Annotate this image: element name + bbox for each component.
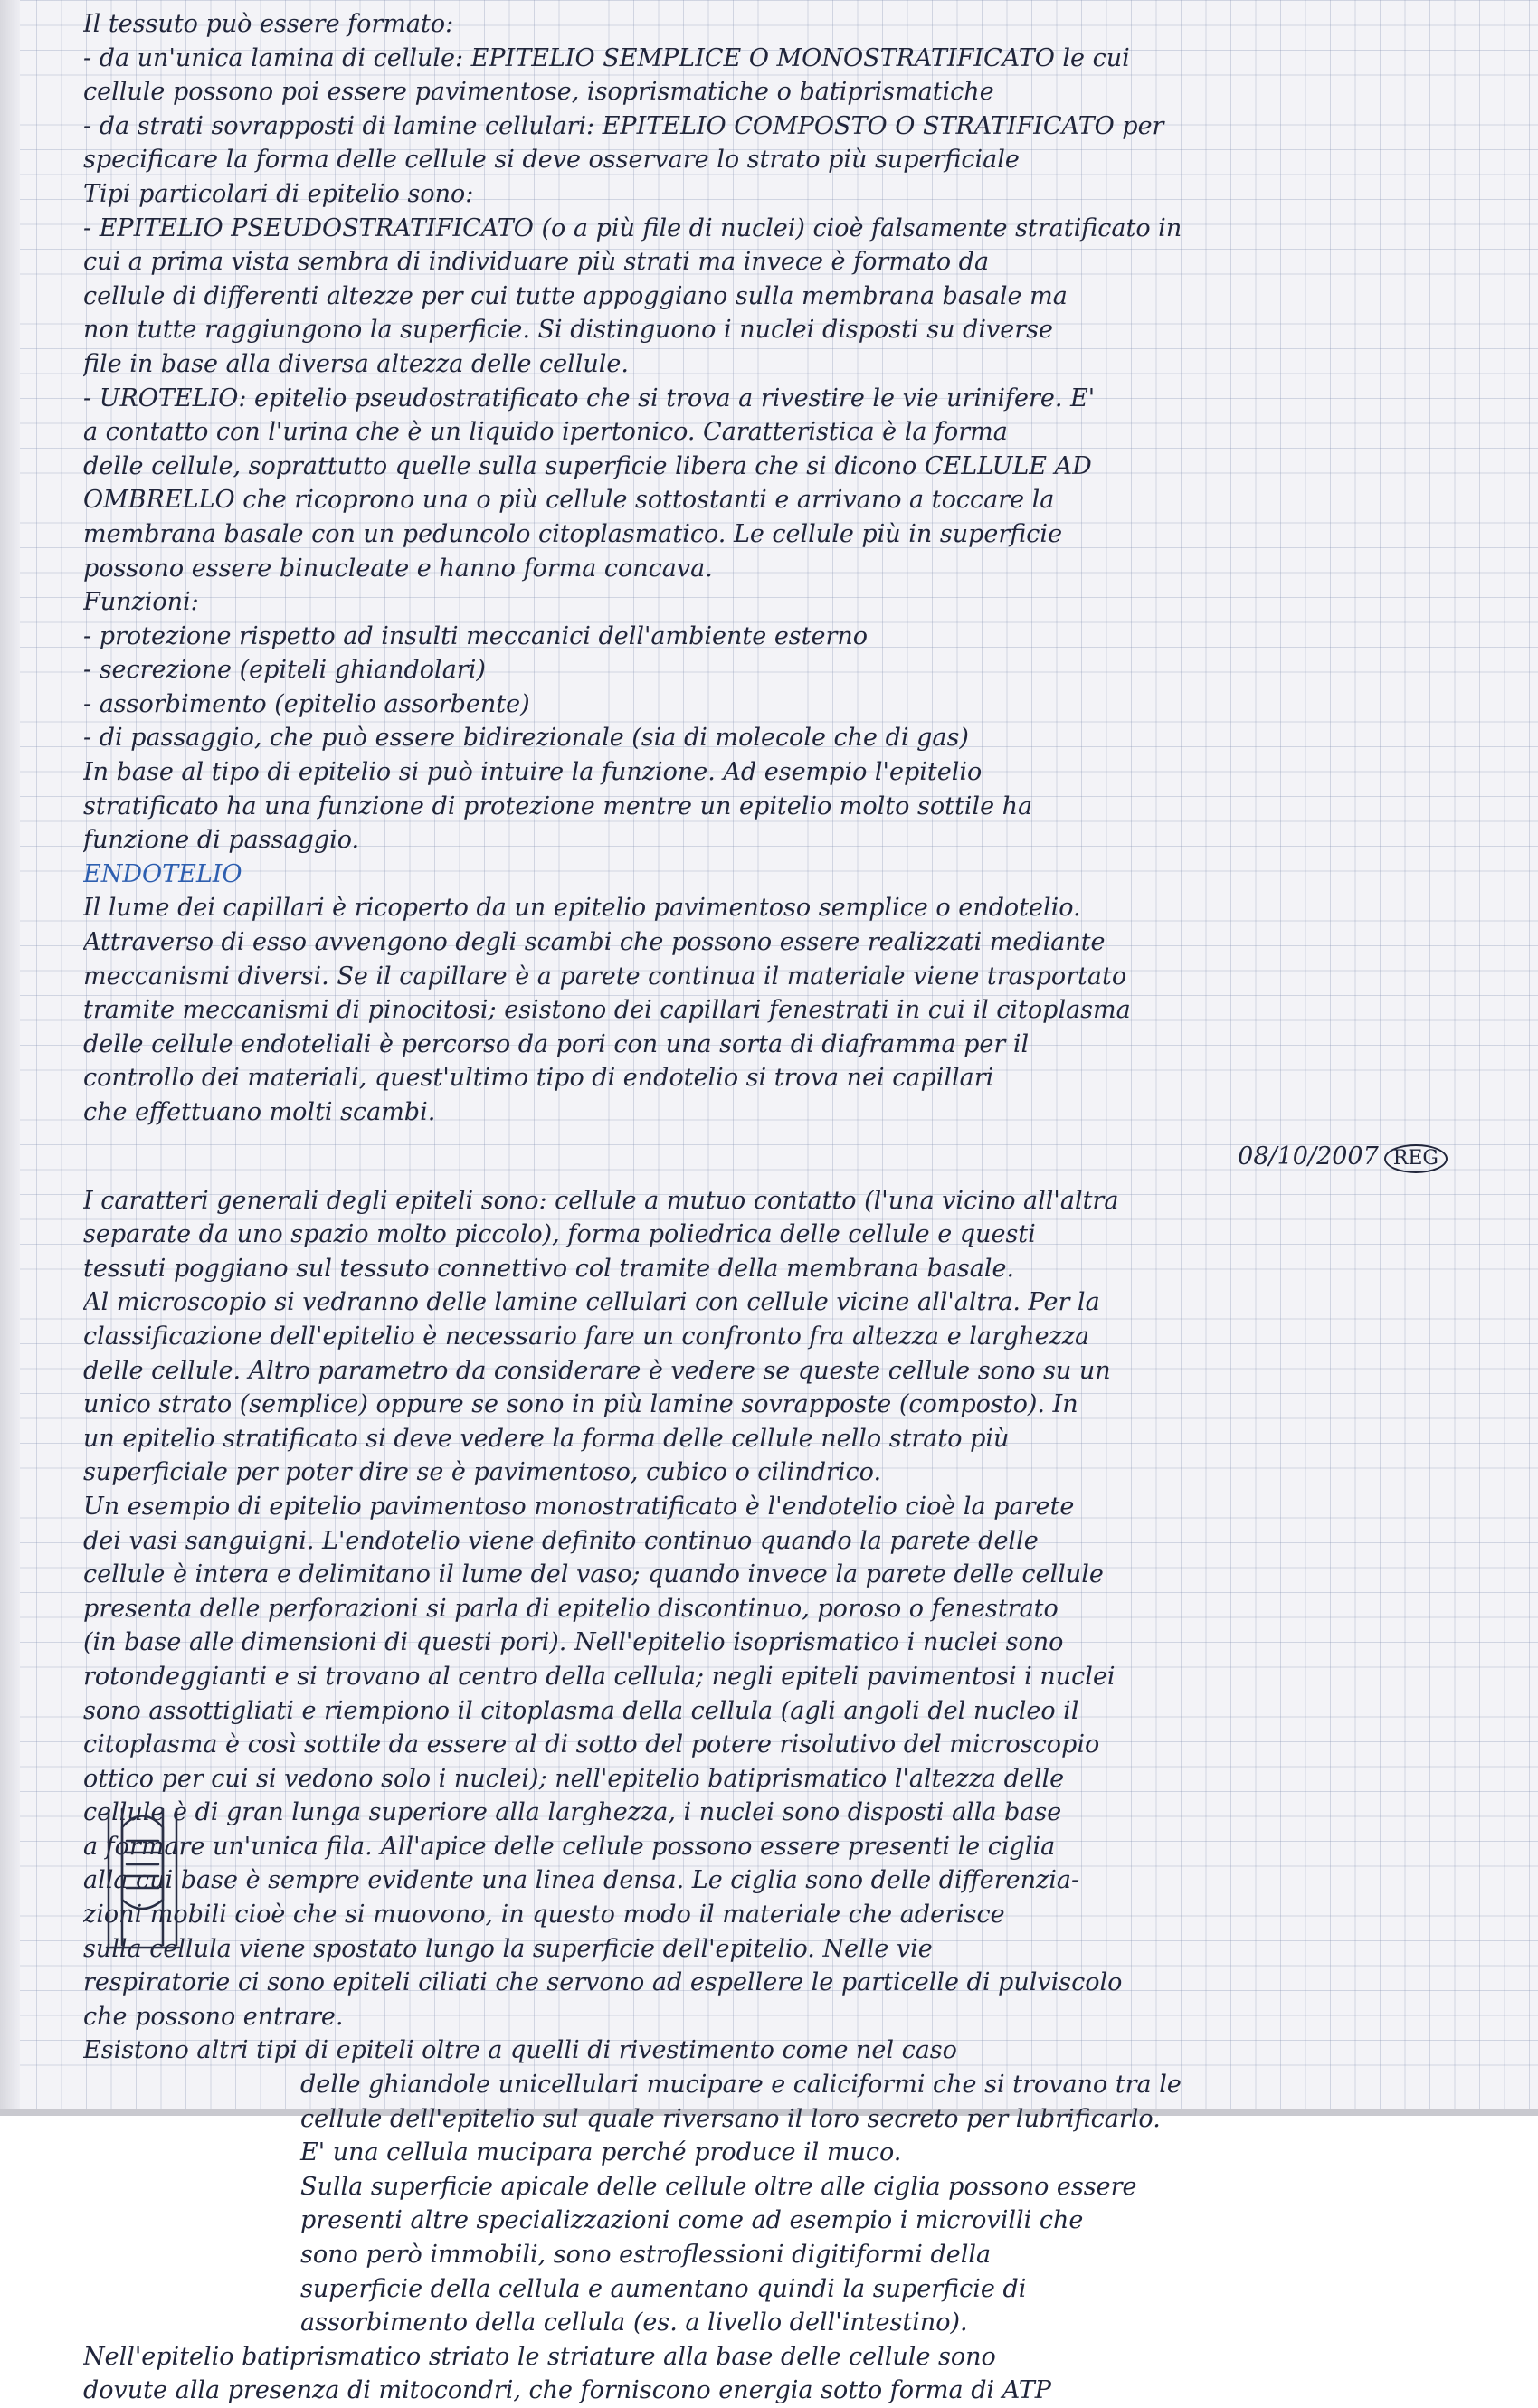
text-line: - secrezione (epiteli ghiandolari) xyxy=(83,656,486,685)
heading-endotelio: ENDOTELIO xyxy=(83,859,242,888)
text-line: funzione di passaggio. xyxy=(83,826,360,855)
text-line: - EPITELIO PSEUDOSTRATIFICATO (o a più file di nuclei) cioè falsamente stratificato in xyxy=(83,213,1182,242)
text-line: - protezione rispetto ad insulti meccanici dell'ambiente esterno xyxy=(83,621,869,650)
text-line: (in base alle dimensioni di questi pori). Nell'epitelio isoprismatico i nuclei sono xyxy=(83,1628,1064,1657)
text-line: respiratorie ci sono epiteli ciliati che servono ad espellere le particelle di pulviscolo xyxy=(83,1968,1123,1997)
text-line: che effettuano molti scambi. xyxy=(83,1098,436,1126)
text-line: - assorbimento (epitelio assorbente) xyxy=(83,689,530,718)
text-line: - da strati sovrapposti di lamine cellulari: EPITELIO COMPOSTO O STRATIFICATO per xyxy=(83,111,1164,140)
text-line: meccanismi diversi. Se il capillare è a parete continua il materiale viene trasportato xyxy=(83,962,1127,991)
text-line: possono essere binucleate e hanno forma concava. xyxy=(83,554,713,583)
text-line: cellule è intera e delimitano il lume del vaso; quando invece la parete delle cellule xyxy=(83,1560,1104,1589)
text-line: sono però immobili, sono estroflessioni digitiformi della xyxy=(300,2241,992,2269)
text-line: alla cui base è sempre evidente una linea densa. Le ciglia sono delle differenzia- xyxy=(83,1866,1080,1895)
text-line: tessuti poggiano sul tessuto connettivo col tramite della membrana basale. xyxy=(83,1254,1015,1283)
text-line: presenta delle perforazioni si parla di epitelio discontinuo, poroso o fenestrato xyxy=(83,1594,1059,1623)
goblet-cell-sketch xyxy=(100,1800,185,1954)
text-line: Funzioni: xyxy=(83,588,199,617)
text-line: Al microscopio si vedranno delle lamine cellulari con cellule vicine all'altra. Per la xyxy=(83,1288,1100,1317)
text-line: controllo dei materiali, quest'ultimo tipo di endotelio si trova nei capillari xyxy=(83,1064,994,1093)
text-line: cellule dell'epitelio sul quale riversano il loro secreto per lubrificarlo. xyxy=(300,2104,1161,2133)
text-line: zioni mobili cioè che si muovono, in questo modo il materiale che aderisce xyxy=(83,1901,1005,1929)
text-line: - UROTELIO: epitelio pseudostratificato che si trova a rivestire le vie urinifere. E' xyxy=(83,384,1096,412)
text-line: superficie della cellula e aumentano quindi la superficie di xyxy=(300,2274,1027,2303)
text-line: cellule di differenti altezze per cui tutte appoggiano sulla membrana basale ma xyxy=(83,281,1068,310)
text-line: tramite meccanismi di pinocitosi; esistono dei capillari fenestrati in cui il citoplasma xyxy=(83,996,1131,1025)
text-line: delle cellule endoteliali è percorso da pori con una sorta di diaframma per il xyxy=(83,1029,1030,1058)
text-line: a formare un'unica fila. All'apice delle cellule possono essere presenti le ciglia xyxy=(83,1832,1056,1861)
goblet-cell-outline xyxy=(122,1816,163,1910)
text-line: assorbimento della cellula (es. a livello dell'intestino). xyxy=(300,2308,968,2337)
text-line: un epitelio stratificato si deve vedere la forma delle cellule nello strato più xyxy=(83,1424,1010,1453)
text-line: Il tessuto può essere formato: xyxy=(83,10,454,38)
text-line: classificazione dell'epitelio è necessario fare un confronto fra altezza e larghezza xyxy=(83,1322,1090,1351)
text-line: Attraverso di esso avvengono degli scambi che possono essere realizzati mediante xyxy=(83,928,1106,957)
handwritten-notes xyxy=(83,7,1502,2408)
text-line: delle ghiandole unicellulari mucipare e caliciformi che si trovano tra le xyxy=(300,2071,1182,2100)
text-line: Il lume dei capillari è ricoperto da un epitelio pavimentoso semplice o endotelio. xyxy=(83,894,1081,923)
text-line: presenti altre specializzazioni come ad esempio i microvilli che xyxy=(300,2206,1084,2235)
text-line: cellule possono poi essere pavimentose, isoprismatiche o batiprismatiche xyxy=(83,78,994,107)
text-line: Nell'epitelio batiprismatico striato le striature alla base delle cellule sono xyxy=(83,2342,996,2371)
text-line: superficiale per poter dire se è pavimentoso, cubico o cilindrico. xyxy=(83,1458,882,1487)
text-line: Esistono altri tipi di epiteli oltre a quelli di rivestimento come nel caso xyxy=(83,2036,957,2065)
text-line: sulla cellula viene spostato lungo la superficie dell'epitelio. Nelle vie xyxy=(83,1934,933,1963)
reg-badge: REG xyxy=(1384,1144,1448,1173)
text-line: ottico per cui si vedono solo i nuclei); nell'epitelio batiprismatico l'altezza delle xyxy=(83,1764,1065,1793)
text-line: che possono entrare. xyxy=(83,2002,344,2031)
text-line: - da un'unica lamina di cellule: EPITELIO SEMPLICE O MONOSTRATIFICATO le cui xyxy=(83,43,1130,72)
lecture-date: 08/10/2007 xyxy=(1238,1142,1379,1171)
text-line: In base al tipo di epitelio si può intuire la funzione. Ad esempio l'epitelio xyxy=(83,758,983,787)
text-line: OMBRELLO che ricoprono una o più cellule sottostanti e arrivano a toccare la xyxy=(83,486,1055,515)
text-line: rotondeggianti e si trovano al centro della cellula; negli epiteli pavimentosi i nuclei xyxy=(83,1662,1116,1691)
page-edge xyxy=(0,0,20,2116)
text-line: delle cellule. Altro parametro da considerare è vedere se queste cellule sono su un xyxy=(83,1356,1111,1385)
text-line: stratificato ha una funzione di protezione mentre un epitelio molto sottile ha xyxy=(83,792,1033,820)
text-line: dovute alla presenza di mitocondri, che forniscono energia sotto forma di ATP xyxy=(83,2376,1051,2405)
text-line: dei vasi sanguigni. L'endotelio viene definito continuo quando la parete delle xyxy=(83,1526,1039,1555)
text-line: non tutte raggiungono la superficie. Si distinguono i nuclei disposti su diverse xyxy=(83,316,1053,345)
mucus-hatching xyxy=(127,1841,158,1888)
text-line: specificare la forma delle cellule si deve osservare lo strato più superficiale xyxy=(83,146,1020,175)
text-line: E' una cellula mucipara perché produce il muco. xyxy=(300,2138,902,2167)
text-line: cui a prima vista sembra di individuare più strati ma invece è formato da xyxy=(83,248,990,277)
text-line: delle cellule, soprattutto quelle sulla superficie libera che si dicono CELLULE AD xyxy=(83,451,1092,480)
text-line: Tipi particolari di epitelio sono: xyxy=(83,179,474,208)
text-line: citoplasma è così sottile da essere al di sotto del potere risolutivo del microscopio xyxy=(83,1730,1100,1759)
text-line: Un esempio di epitelio pavimentoso monostratificato è l'endotelio cioè la parete xyxy=(83,1492,1075,1521)
text-line: cellule è di gran lunga superiore alla larghezza, i nuclei sono disposti alla base xyxy=(83,1798,1062,1827)
date-line xyxy=(83,1130,1502,1184)
text-line: unico strato (semplice) oppure se sono in più lamine sovrapposte (composto). In xyxy=(83,1390,1078,1419)
text-line: - di passaggio, che può essere bidirezionale (sia di molecole che di gas) xyxy=(83,724,969,753)
text-line: sono assottigliati e riempiono il citoplasma della cellula (agli angoli del nucleo il xyxy=(83,1696,1079,1725)
text-line: separate da uno spazio molto piccolo), forma poliedrica delle cellule e questi xyxy=(83,1220,1036,1249)
text-line: Sulla superficie apicale delle cellule oltre alle ciglia possono essere xyxy=(300,2172,1137,2201)
text-line: I caratteri generali degli epiteli sono: cellule a mutuo contatto (l'una vicino all'altra xyxy=(83,1186,1119,1215)
text-line: membrana basale con un peduncolo citoplasmatico. Le cellule più in superficie xyxy=(83,519,1063,548)
text-line: file in base alla diversa altezza delle cellule. xyxy=(83,349,629,378)
text-line: a contatto con l'urina che è un liquido ipertonico. Caratteristica è la forma xyxy=(83,418,1008,447)
